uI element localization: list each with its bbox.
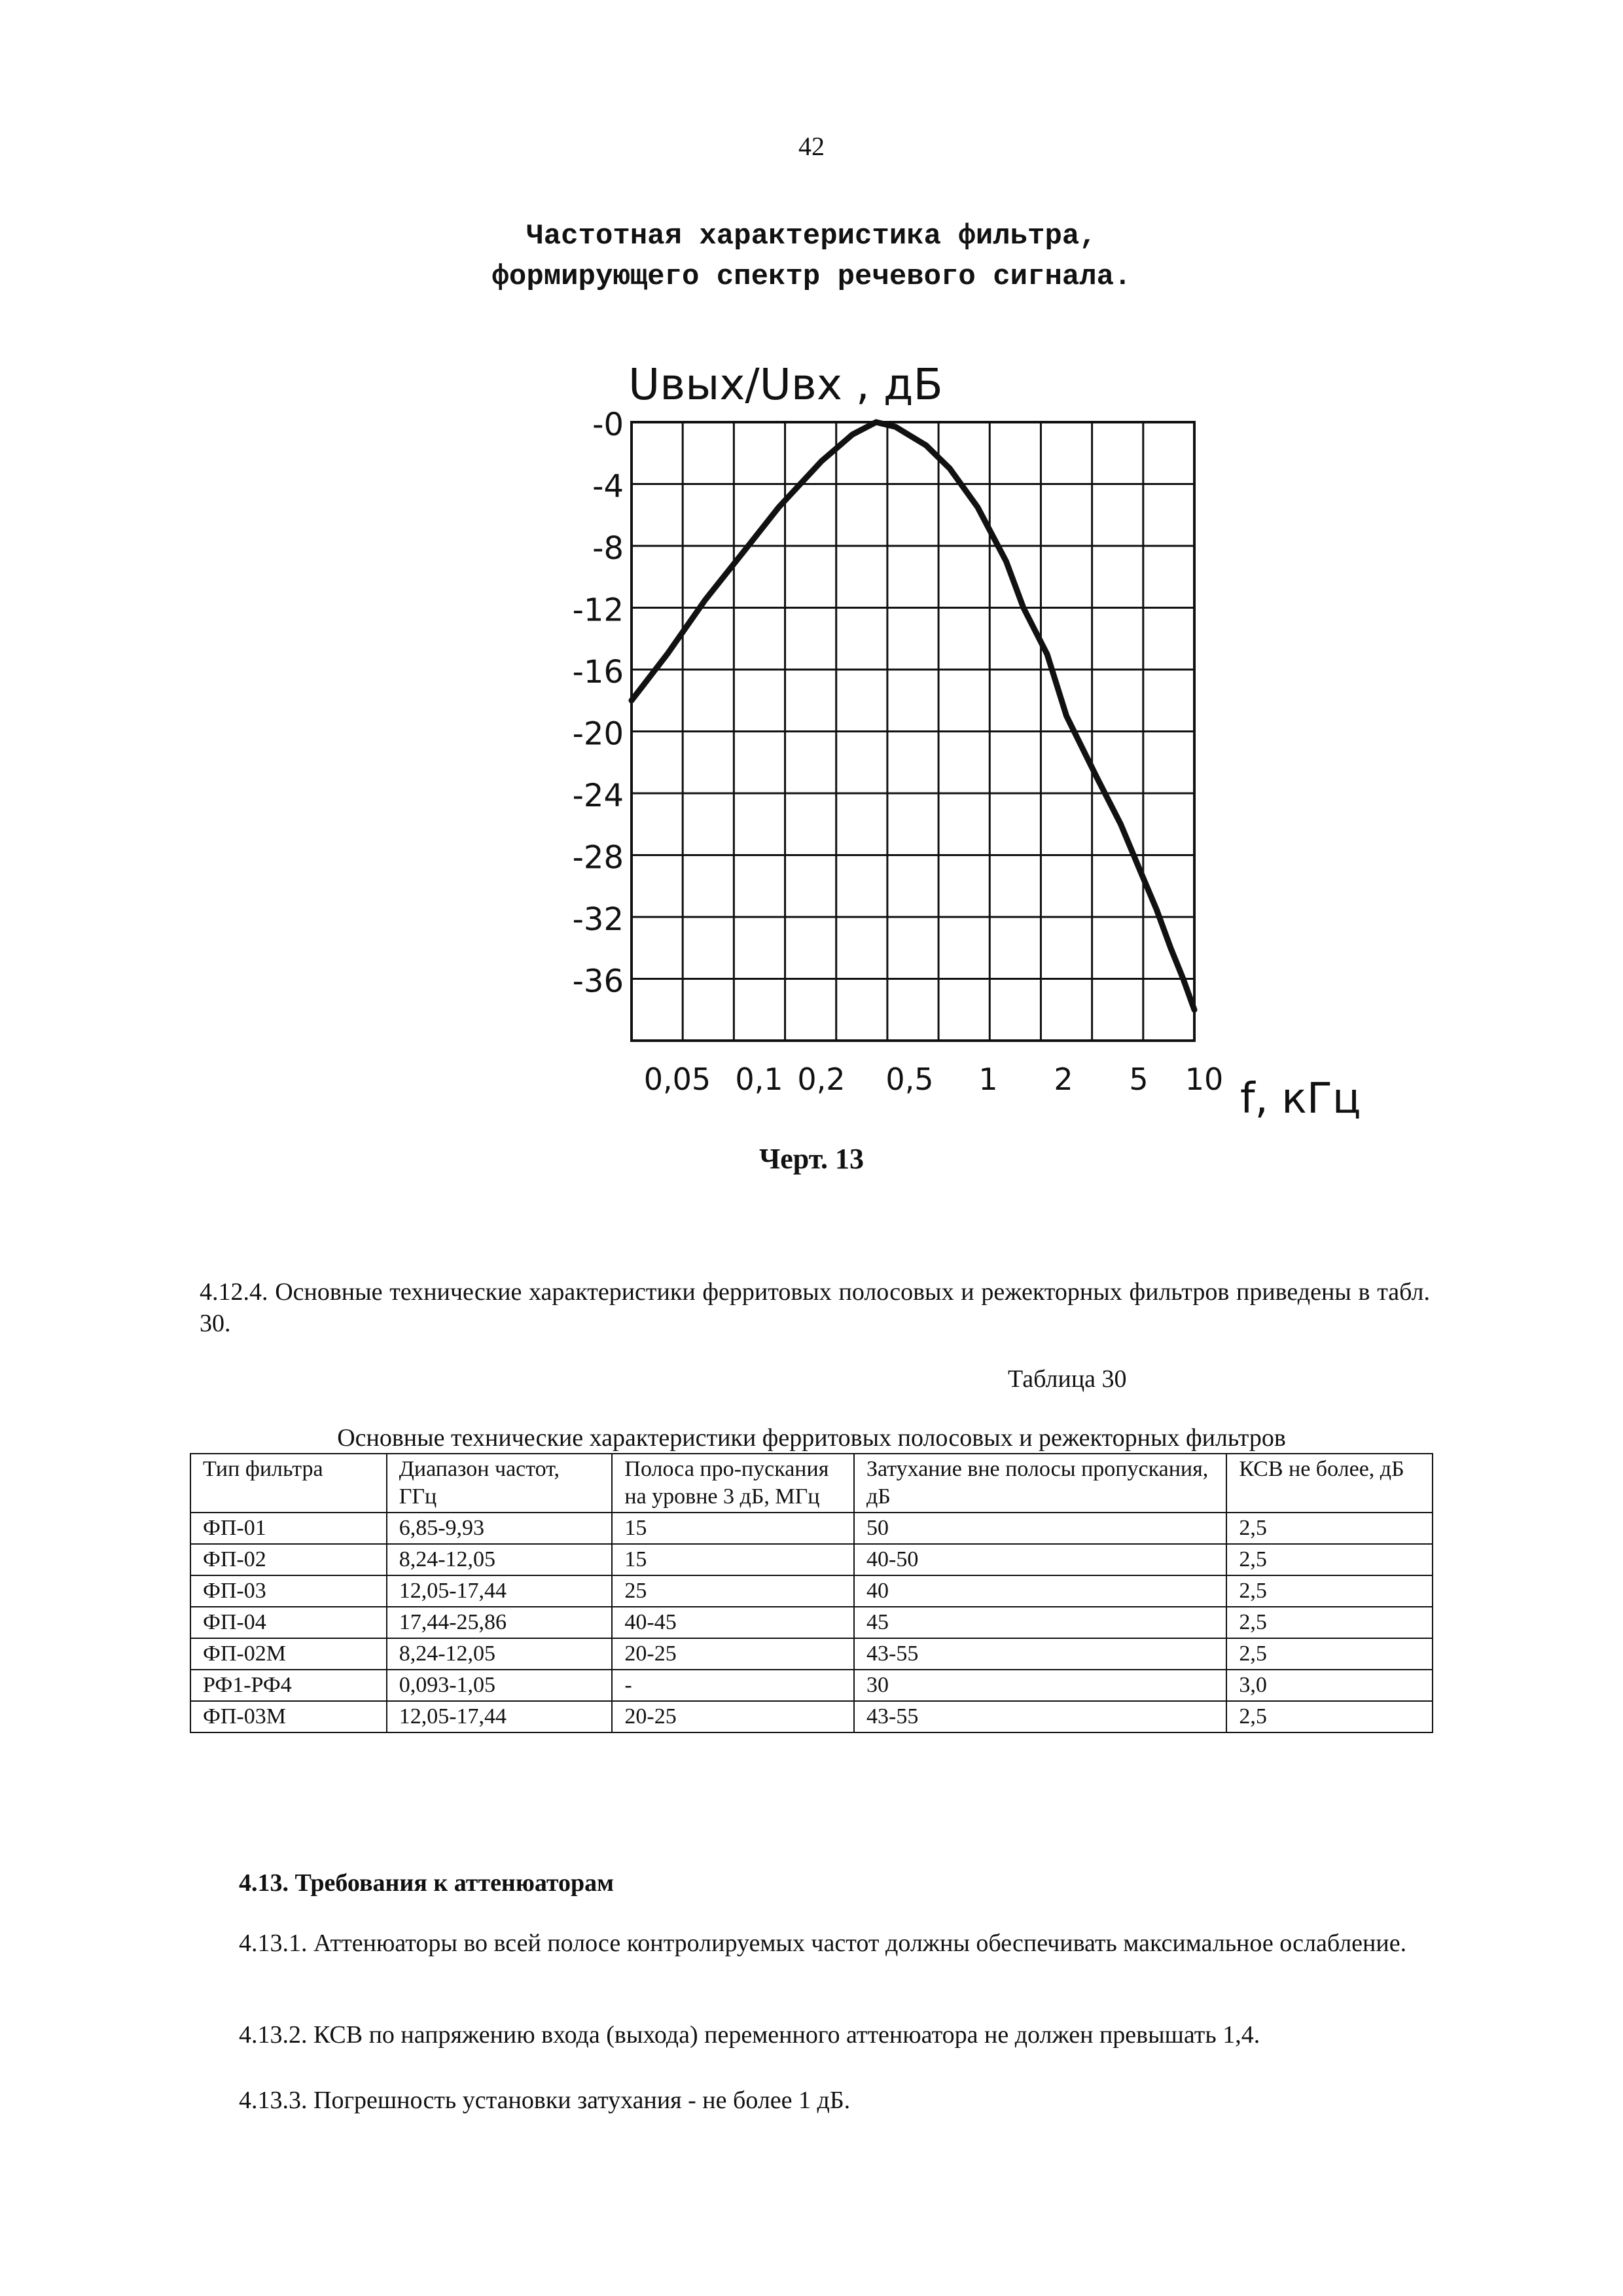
y-tick-label: -32	[572, 901, 624, 938]
response-curve	[632, 422, 1194, 1010]
table-row	[190, 1638, 1433, 1670]
page-number: 42	[798, 132, 825, 161]
cell-attenuation: 43-55	[854, 1701, 1226, 1732]
cell-attenuation: 45	[854, 1607, 1226, 1638]
x-tick-label: 0,2	[797, 1062, 846, 1097]
filters-spec-table	[190, 1453, 1433, 1733]
cell-vswr: 2,5	[1226, 1638, 1433, 1670]
table-header-row	[190, 1454, 1433, 1513]
cell-vswr: 2,5	[1226, 1544, 1433, 1575]
header-vswr: КСВ не более, дБ	[1226, 1454, 1433, 1513]
cell-bandwidth: -	[612, 1670, 854, 1701]
header-range: Диапазон частот, ГГц	[387, 1454, 613, 1513]
table-row	[190, 1544, 1433, 1575]
x-tick-label: 2	[1054, 1062, 1073, 1097]
x-tick-label: 10	[1185, 1062, 1224, 1097]
paragraph-4-13-2: 4.13.2. КСВ по напряжению входа (выхода) переменного аттенюатора не должен превышать 1,4.	[239, 2021, 1260, 2049]
chart-title	[0, 216, 1623, 297]
cell-type: ФП-01	[190, 1513, 387, 1544]
section-heading-4-13: 4.13. Требования к аттенюаторам	[239, 1869, 615, 1897]
cell-bandwidth: 40-45	[612, 1607, 854, 1638]
header-bandwidth: Полоса про-пускания на уровне 3 дБ, МГц	[612, 1454, 854, 1513]
y-tick-label: -16	[572, 654, 624, 691]
cell-bandwidth: 15	[612, 1513, 854, 1544]
cell-type: ФП-04	[190, 1607, 387, 1638]
paragraph-4-13-3: 4.13.3. Погрешность установки затухания - не более 1 дБ.	[239, 2087, 851, 2114]
table-caption: Основные технические характеристики ферритовых полосовых и режекторных фильтров	[337, 1424, 1286, 1452]
x-tick-label: 0,5	[885, 1062, 934, 1097]
y-tick-label: -20	[572, 715, 624, 753]
cell-bandwidth: 20-25	[612, 1638, 854, 1670]
y-tick-label: -12	[572, 592, 624, 629]
y-tick-labels	[573, 406, 624, 1000]
cell-type: ФП-02	[190, 1544, 387, 1575]
table-label: Таблица 30	[1008, 1365, 1127, 1393]
y-axis-label: Uвых/Uвх , дБ	[628, 359, 943, 410]
cell-range: 12,05-17,44	[387, 1575, 613, 1607]
cell-bandwidth: 15	[612, 1544, 854, 1575]
x-tick-label: 0,1	[735, 1062, 783, 1097]
header-attenuation: Затухание вне полосы пропускания, дБ	[854, 1454, 1226, 1513]
cell-vswr: 2,5	[1226, 1513, 1433, 1544]
y-tick-label: -8	[592, 530, 624, 567]
x-axis-label: f, кГц	[1240, 1075, 1361, 1123]
cell-range: 8,24-12,05	[387, 1544, 613, 1575]
table-row	[190, 1701, 1433, 1732]
cell-attenuation: 40	[854, 1575, 1226, 1607]
cell-range: 17,44-25,86	[387, 1607, 613, 1638]
cell-type: ФП-03М	[190, 1701, 387, 1732]
cell-range: 0,093-1,05	[387, 1670, 613, 1701]
table-row	[190, 1575, 1433, 1607]
y-tick-label: -24	[572, 778, 624, 814]
x-tick-label: 0,05	[643, 1062, 711, 1097]
cell-attenuation: 40-50	[854, 1544, 1226, 1575]
cell-type: ФП-03	[190, 1575, 387, 1607]
cell-vswr: 2,5	[1226, 1575, 1433, 1607]
frequency-response-chart	[0, 340, 1623, 1126]
table-row	[190, 1607, 1433, 1638]
cell-type: ФП-02М	[190, 1638, 387, 1670]
y-tick-label: -4	[592, 468, 624, 505]
table-row	[190, 1513, 1433, 1544]
table-row	[190, 1670, 1433, 1701]
cell-attenuation: 30	[854, 1670, 1226, 1701]
x-tick-label: 5	[1129, 1062, 1149, 1097]
cell-range: 6,85-9,93	[387, 1513, 613, 1544]
cell-vswr: 2,5	[1226, 1607, 1433, 1638]
cell-range: 8,24-12,05	[387, 1638, 613, 1670]
chart-title-line1: Частотная характеристика фильтра,	[526, 220, 1097, 253]
cell-attenuation: 43-55	[854, 1638, 1226, 1670]
y-tick-label: -28	[572, 839, 624, 876]
x-tick-labels	[644, 1062, 1223, 1097]
cell-range: 12,05-17,44	[387, 1701, 613, 1732]
cell-vswr: 2,5	[1226, 1701, 1433, 1732]
cell-bandwidth: 25	[612, 1575, 854, 1607]
cell-bandwidth: 20-25	[612, 1701, 854, 1732]
paragraph-4-12-4: 4.12.4. Основные технические характеристики ферритовых полосовых и режекторных фильтров приведены в табл. 30.	[200, 1278, 1430, 1337]
chart-grid	[632, 422, 1194, 1041]
paragraph-4-13-1: 4.13.1. Аттенюаторы во всей полосе контролируемых частот должны обеспечивать максимальное ослабление.	[239, 1929, 1407, 1957]
cell-attenuation: 50	[854, 1513, 1226, 1544]
y-tick-label: -0	[592, 406, 624, 443]
cell-type: РФ1-РФ4	[190, 1670, 387, 1701]
cell-vswr: 3,0	[1226, 1670, 1433, 1701]
chart-caption: Черт. 13	[758, 1143, 864, 1175]
chart-title-line2: формирующего спектр речевого сигнала.	[491, 260, 1132, 293]
x-tick-label: 1	[978, 1062, 998, 1097]
header-type: Тип фильтра	[190, 1454, 387, 1513]
y-tick-label: -36	[572, 963, 624, 1000]
